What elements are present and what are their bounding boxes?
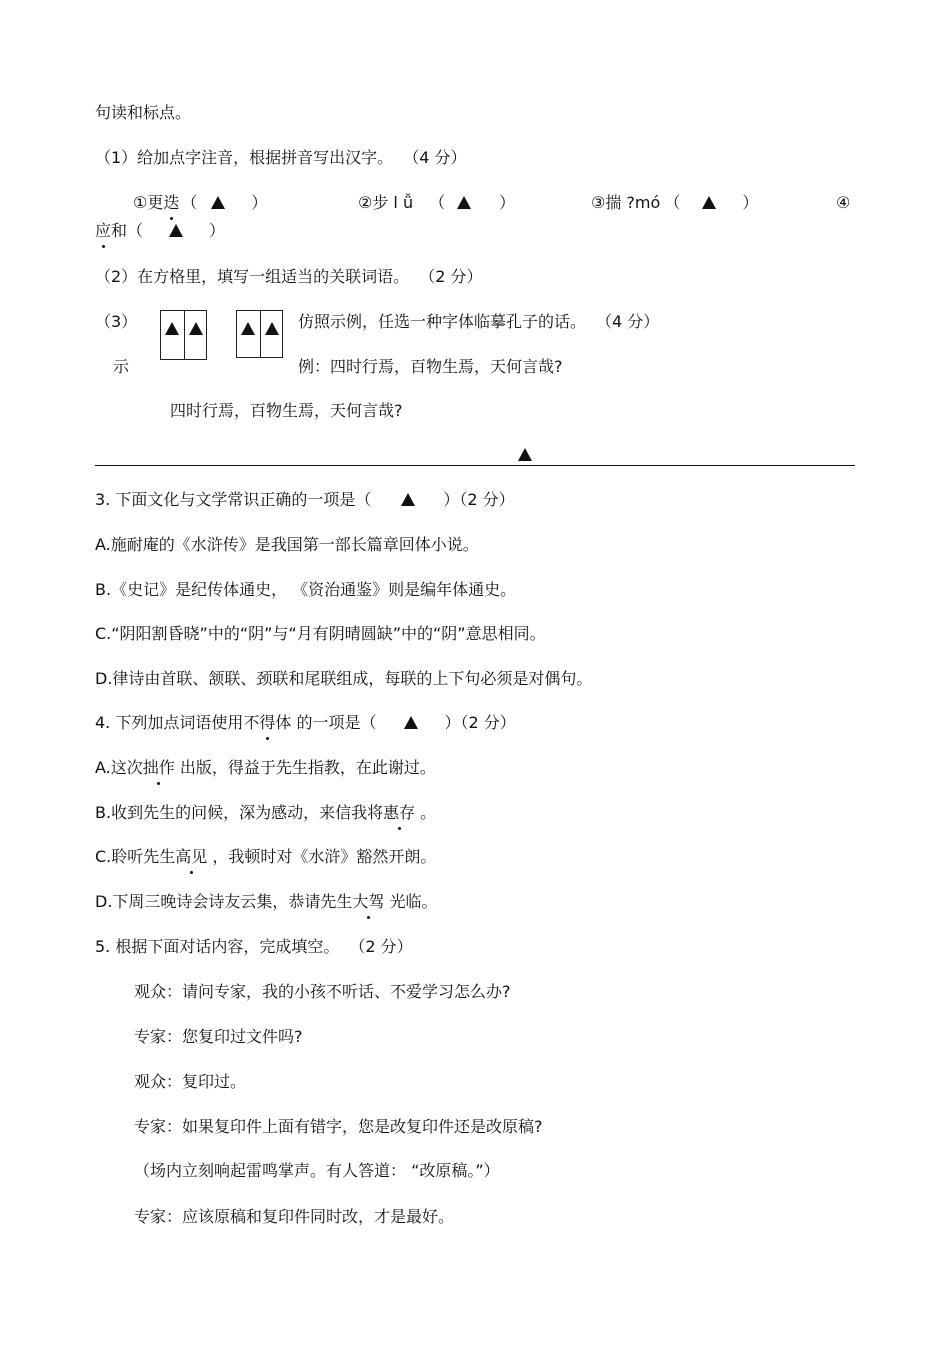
score: （4 分）: [411, 148, 467, 167]
dotted-char: 应: [95, 221, 112, 240]
score: ）（2 分）: [443, 490, 515, 509]
answer-triangle-icon: [401, 493, 415, 506]
option-text: A.这次: [95, 758, 143, 777]
stem-text: 的一项是（: [291, 713, 377, 732]
score: ）（2 分）: [444, 713, 516, 732]
option-d: [95, 892, 438, 912]
question-5-stem: [95, 937, 413, 957]
subquestion-3-number: （3）: [95, 312, 138, 331]
subquestion-3-prompt: [298, 312, 659, 332]
answer-triangle-icon: [702, 196, 716, 209]
option-a: A.施耐庵的《水浒传》是我国第一部长篇章回体小说。: [95, 535, 479, 554]
paren: ）: [499, 193, 516, 212]
item-text: ③揣 ?mó: [591, 193, 661, 212]
dotted-words: 不得体: [243, 713, 292, 732]
dialog-line: 观众：请问专家，我的小孩不听话、不爱学习怎么办?: [134, 982, 511, 1001]
dialog-line: 观众：复印过。: [134, 1072, 247, 1091]
option-c: C.“阴阳割昏晓”中的“阴”与“月有阴晴圆缺”中的“阴”意思相同。: [95, 624, 546, 643]
answer-triangle-icon: [518, 448, 532, 461]
score: （4 分）: [604, 312, 660, 331]
option-a: [95, 758, 436, 778]
copy-text: 四时行焉，百物生焉，天何言哉?: [170, 401, 403, 420]
answer-triangle-icon: [189, 322, 203, 335]
option-c: [95, 847, 436, 867]
dialog-line: 专家：如果复印件上面有错字，您是改复印件还是改原稿?: [134, 1117, 543, 1136]
option-text: C.聆听先生: [95, 847, 176, 866]
option-text: 。: [415, 803, 437, 822]
option-b: B.《史记》是纪传体通史， 《资治通鉴》则是编年体通史。: [95, 580, 517, 599]
option-text: 光临。: [384, 892, 438, 911]
answer-triangle-icon: [457, 196, 471, 209]
dotted-words: 拙作: [142, 758, 175, 777]
item-text: ②步 l ǚ: [358, 193, 414, 212]
score: （2 分）: [427, 267, 483, 286]
answer-triangle-icon: [404, 716, 418, 729]
paren: （: [664, 193, 681, 212]
option-text: ，我顿时对《水浒》豁然开朗。: [207, 847, 437, 866]
dialog-line: 专家：应该原稿和复印件同时改，才是最好。: [134, 1207, 455, 1226]
paren: （: [429, 193, 446, 212]
option-b: [95, 803, 436, 823]
question-4-stem: [95, 713, 516, 733]
dotted-char: 迭: [163, 193, 180, 212]
dotted-words: 高见: [175, 847, 208, 866]
question-3-stem: [95, 490, 515, 510]
answer-triangle-icon: [265, 322, 279, 335]
answer-line[interactable]: [95, 465, 855, 466]
dialog-line: 专家：您复印过文件吗?: [134, 1027, 303, 1046]
item-1: [133, 193, 267, 213]
option-d: D.律诗由首联、颔联、颈联和尾联组成，每联的上下句必须是对偶句。: [95, 669, 593, 688]
subquestion-2-prompt: [95, 267, 482, 287]
paren: （: [181, 193, 198, 212]
answer-triangle-icon: [169, 224, 183, 237]
text-line: 句读和标点。: [95, 103, 192, 122]
answer-triangle-icon: [165, 322, 179, 335]
answer-box-2[interactable]: [236, 310, 283, 358]
answer-triangle-icon: [211, 196, 225, 209]
item-text: 和（: [111, 221, 144, 240]
prompt-text: （2）在方格里，填写一组适当的关联词语。: [95, 267, 410, 286]
shi-char: 示: [113, 357, 130, 376]
option-text: D.下周三晚诗会诗友云集，恭请先生: [95, 892, 353, 911]
example-text: 例：四时行焉，百物生焉，天何言哉?: [298, 357, 563, 376]
paren: ）: [209, 221, 226, 240]
prompt-text: 仿照示例，任选一种字体临摹孔子的话。: [298, 312, 587, 331]
item-4-number: ④: [836, 193, 851, 212]
answer-box-1[interactable]: [160, 310, 207, 360]
dialog-line: （场内立刻响起雷鸣掌声。有人答道： “改原稿。”）: [134, 1161, 500, 1180]
stem-text: 4. 下列加点词语使用: [95, 713, 244, 732]
option-text: B.收到先生的问候，深为感动，来信我将: [95, 803, 384, 822]
answer-triangle-icon: [241, 322, 255, 335]
paren: ）: [742, 193, 759, 212]
item-text: ①更: [133, 193, 164, 212]
prompt-text: （1）给加点字注音，根据拼音写出汉字。: [95, 148, 394, 167]
score: （2 分）: [357, 937, 413, 956]
item-2: [358, 193, 515, 213]
paren: ）: [251, 193, 268, 212]
option-text: 出版，得益于先生指教，在此谢过。: [174, 758, 436, 777]
dotted-words: 大驾: [352, 892, 385, 911]
item-4: [95, 221, 225, 241]
stem-text: 3. 下面文化与文学常识正确的一项是（: [95, 490, 372, 509]
dotted-words: 惠存: [383, 803, 416, 822]
item-3: [591, 193, 758, 213]
stem-text: 5. 根据下面对话内容，完成填空。: [95, 937, 340, 956]
subquestion-1-prompt: [95, 148, 466, 168]
